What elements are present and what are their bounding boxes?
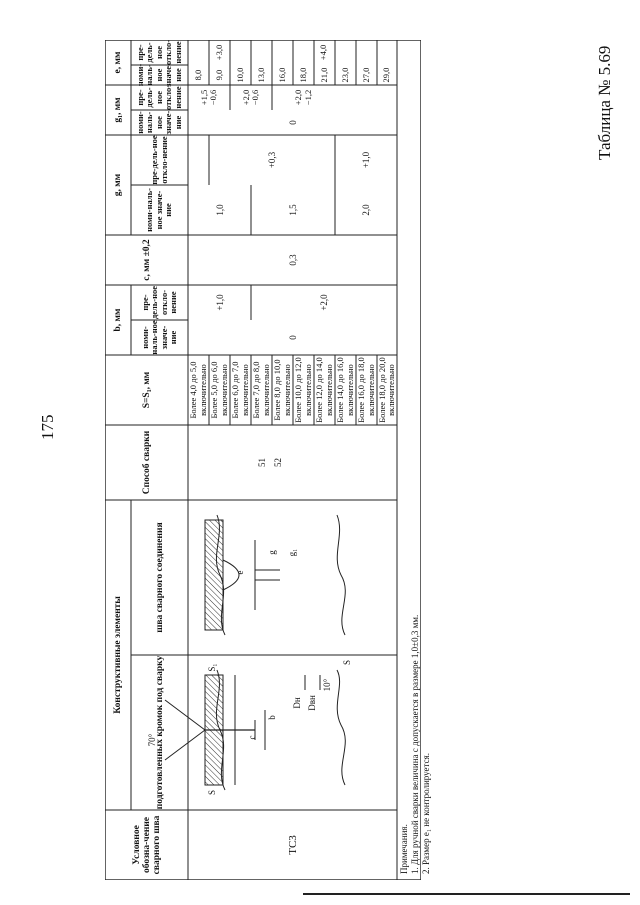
drawing-label-s-right: S (342, 660, 352, 666)
e-deviation: +4,0 (318, 44, 329, 61)
thickness-range: Более 6,0 до 7,0 включительно (230, 361, 250, 419)
header-b: b, мм (113, 308, 123, 332)
e-nominal: 16,0 (276, 67, 287, 83)
header-g: g, мм (113, 173, 123, 197)
header-thickness: S=S₁, мм (141, 371, 152, 409)
b-deviation: +1,0 (214, 294, 225, 311)
drawing-label-b: b (267, 715, 277, 720)
drawing-label-10: 10° (322, 678, 332, 692)
header-e-nominal: номи-наль-ное значе-ние (134, 63, 183, 87)
g-nominal: 1,0 (214, 204, 225, 216)
header-b-nominal: номи-наль-ное значе-ние (139, 320, 178, 355)
header-elements: Конструктивные элементы (113, 596, 123, 714)
note-2: 2. Размер е₁ не контролируется. (421, 753, 431, 874)
thickness-range: Более 7,0 до 8,0 включительно (251, 361, 271, 419)
g-nominal: 2,0 (361, 204, 371, 216)
table-sheet (105, 39, 431, 880)
header-g1: g₁, мм (113, 97, 123, 123)
drawing-label-s: S (207, 790, 217, 796)
g-nominal: 1,5 (288, 204, 298, 216)
g-deviation: +1,0 (361, 151, 371, 169)
thickness-range: Более 8,0 до 10,0 включительно (272, 359, 292, 421)
drawing-label-s1: S₁ (207, 663, 217, 672)
thickness-range: Более 18,0 до 20,0 включительно (376, 357, 396, 423)
header-prepared-edges: подготовленных кромок под сварку (154, 655, 165, 810)
thickness-range: Более 16,0 до 18,0 включительно (356, 357, 376, 423)
g1-deviation: +2,0 −0,6 (240, 89, 260, 106)
drawing-label-e: e (235, 570, 245, 575)
header-g1-nominal: номи-наль-ное значе-ние (134, 110, 183, 135)
e-nominal: 10,0 (234, 67, 245, 83)
method-52: 52 (273, 458, 283, 467)
e-nominal: 13,0 (255, 67, 266, 83)
header-weld-joint: шва сварного соединения (154, 522, 165, 633)
bottom-rule (303, 893, 630, 895)
b-deviation: +2,0 (319, 294, 329, 311)
header-c: c, мм ±0,2 (141, 239, 152, 281)
drawing-label-70: 70° (147, 733, 157, 747)
e-deviation: +3,0 (213, 44, 224, 61)
g1-nominal: 0 (287, 120, 298, 125)
method-51: 51 (257, 458, 267, 467)
thickness-range: Более 14,0 до 16,0 включительно (335, 357, 355, 423)
thickness-range: Более 10,0 до 12,0 включительно (293, 357, 313, 423)
weld-joint-drawing (205, 515, 345, 635)
g1-deviation: +2,0 −1,2 (293, 89, 313, 106)
header-g-deviation: пре-дель-ное откло-нение (149, 135, 169, 185)
header-g-nominal: номи-наль-ное значе-ние (144, 188, 174, 232)
thickness-range: Более 5,0 до 6,0 включительно (209, 361, 229, 419)
notes (399, 274, 432, 874)
weld-designation: ТС3 (286, 835, 299, 855)
note-1: 1. Для ручной сварки величина с допускается в размере 1,0±0,3 мм. (410, 614, 420, 874)
e-nominal: 27,0 (360, 67, 371, 83)
table-title: Таблица № 5.69 (595, 45, 614, 160)
header-e-deviation: пре-дель-ное откло-нение (134, 39, 183, 66)
e-nominal: 18,0 (297, 67, 308, 83)
e-nominal: 9,0 (213, 69, 224, 81)
e-nominal: 21,0 (318, 67, 329, 83)
b-nominal: 0 (287, 335, 298, 340)
thickness-range: Более 4,0 до 5,0 включительно (188, 361, 208, 419)
drawing-label-g: g (267, 550, 277, 555)
thickness-range: Более 12,0 до 14,0 включительно (314, 357, 334, 423)
header-g1-deviation: пре-дель-ное откло-нение (134, 84, 183, 111)
header-b-deviation: пре-дель-ное откло-нение (139, 285, 178, 320)
drawing-label-d-vn: Dвн (307, 695, 317, 711)
header-method: Способ сварки (141, 430, 152, 495)
e-nominal: 29,0 (381, 67, 392, 83)
g1-deviation: +1,5 −0,6 (198, 89, 218, 106)
g-deviation: +0,3 (267, 151, 277, 169)
drawing-label-d-nar: Dн (292, 697, 302, 709)
notes-heading: Примечания. (399, 824, 409, 874)
header-e: e, мм (113, 51, 123, 74)
page-number: 175 (38, 414, 57, 440)
header-designation: Условное обозна-чение сварного шва (131, 815, 162, 875)
e-nominal: 8,0 (192, 69, 203, 81)
drawing-label-g1: g₁ (287, 548, 297, 557)
e-nominal: 23,0 (339, 67, 350, 83)
drawing-label-c: c (247, 735, 257, 740)
c-nominal: 0,3 (287, 254, 298, 266)
